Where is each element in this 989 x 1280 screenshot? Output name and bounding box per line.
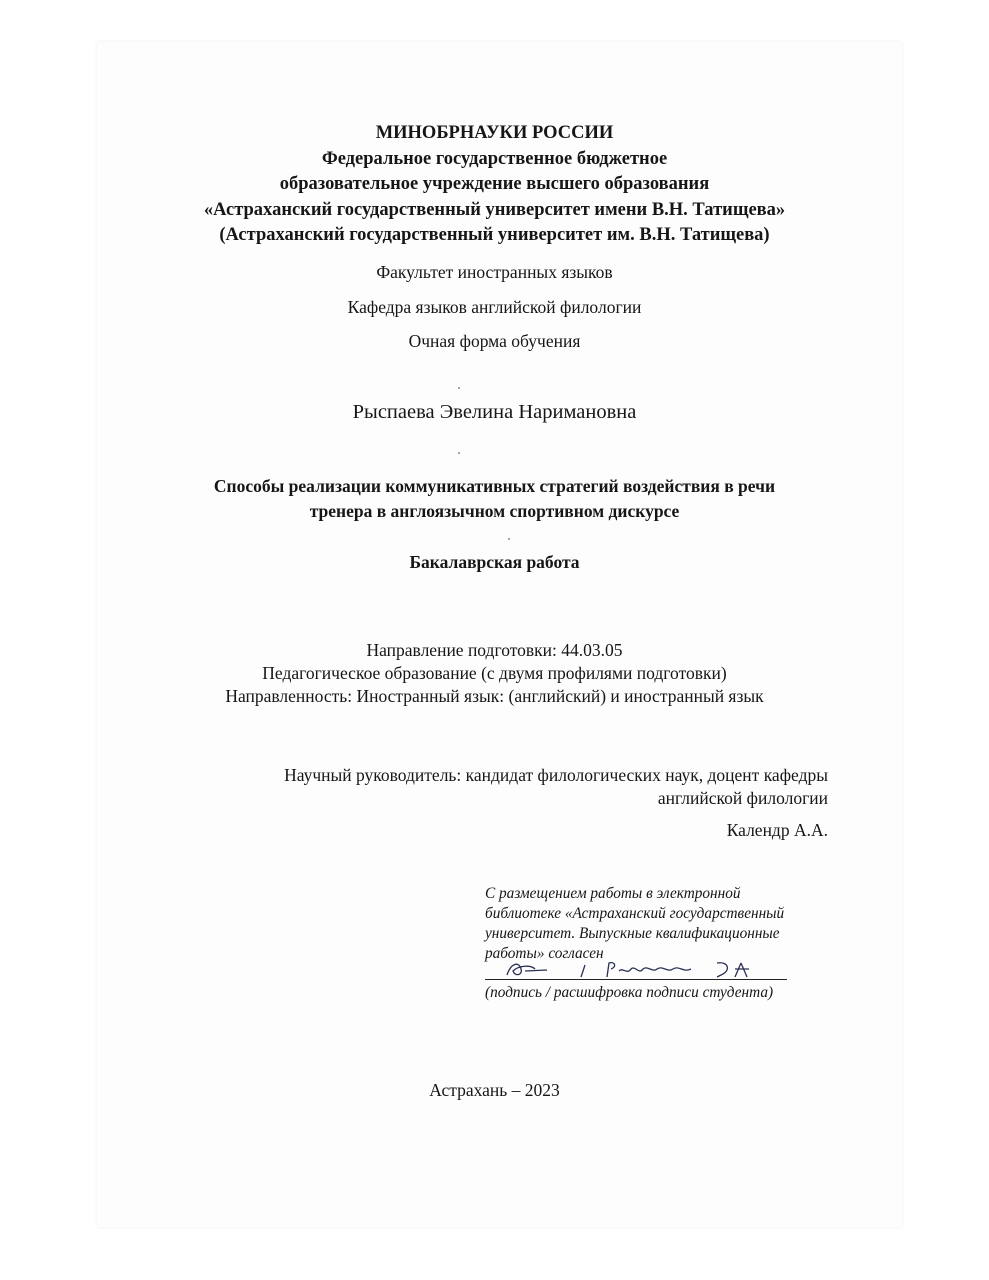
supervisor-line-2: английской филологии <box>657 788 828 808</box>
handwritten-signature <box>485 957 787 981</box>
signature-caption: (подпись / расшифровка подписи студента) <box>485 984 774 1001</box>
consent-line-1: С размещением работы в электронной <box>485 885 741 902</box>
student-name: Рыспаева Эвелина Наримановна <box>352 401 637 423</box>
direction-line-1: Направление подготовки: 44.03.05 <box>366 640 623 660</box>
topic-line-1: Способы реализации коммуникативных стратегий воздействия в речи <box>213 476 776 496</box>
department-text: Кафедра языков английской филологии <box>347 297 642 317</box>
work-type: Бакалаврская работа <box>409 552 580 572</box>
scan-speck <box>458 452 460 454</box>
direction-line-2: Педагогическое образование (с двумя профилями подготовки) <box>262 663 727 683</box>
institution-header <box>0 121 989 249</box>
consent-statement <box>485 884 825 964</box>
faculty-text: Факультет иностранных языков <box>376 262 613 282</box>
supervisor-line-1: Научный руководитель: кандидат филологических наук, доцент кафедры <box>284 765 828 785</box>
scan-speck <box>508 538 510 540</box>
supervisor-block <box>208 764 828 842</box>
scan-speck <box>458 387 460 389</box>
ministry-title: МИНОБРНАУКИ РОССИИ <box>375 123 614 143</box>
consent-line-2: библиотеке «Астраханский государственный <box>485 905 785 922</box>
header-line-2: образовательное учреждение высшего образования <box>279 174 710 194</box>
signature-line <box>485 957 787 980</box>
city-year: Астрахань – 2023 <box>429 1080 560 1100</box>
consent-line-4: работы» согласен <box>485 945 604 962</box>
study-form-text: Очная форма обучения <box>408 331 581 351</box>
direction-line-3: Направленность: Иностранный язык: (английский) и иностранный язык <box>225 686 764 706</box>
direction-block <box>0 639 989 708</box>
header-line-3: «Астраханский государственный университет имени В.Н. Татищева» <box>203 199 786 220</box>
header-line-1: Федеральное государственное бюджетное <box>321 148 668 169</box>
supervisor-name: Календр А.А. <box>726 820 828 840</box>
topic-line-2: тренера в англоязычном спортивном дискурсе <box>309 501 680 521</box>
header-line-4: (Астраханский государственный университет им. В.Н. Татищева) <box>219 225 770 245</box>
consent-line-3: университет. Выпускные квалификационные <box>485 925 780 942</box>
thesis-topic <box>0 474 989 524</box>
